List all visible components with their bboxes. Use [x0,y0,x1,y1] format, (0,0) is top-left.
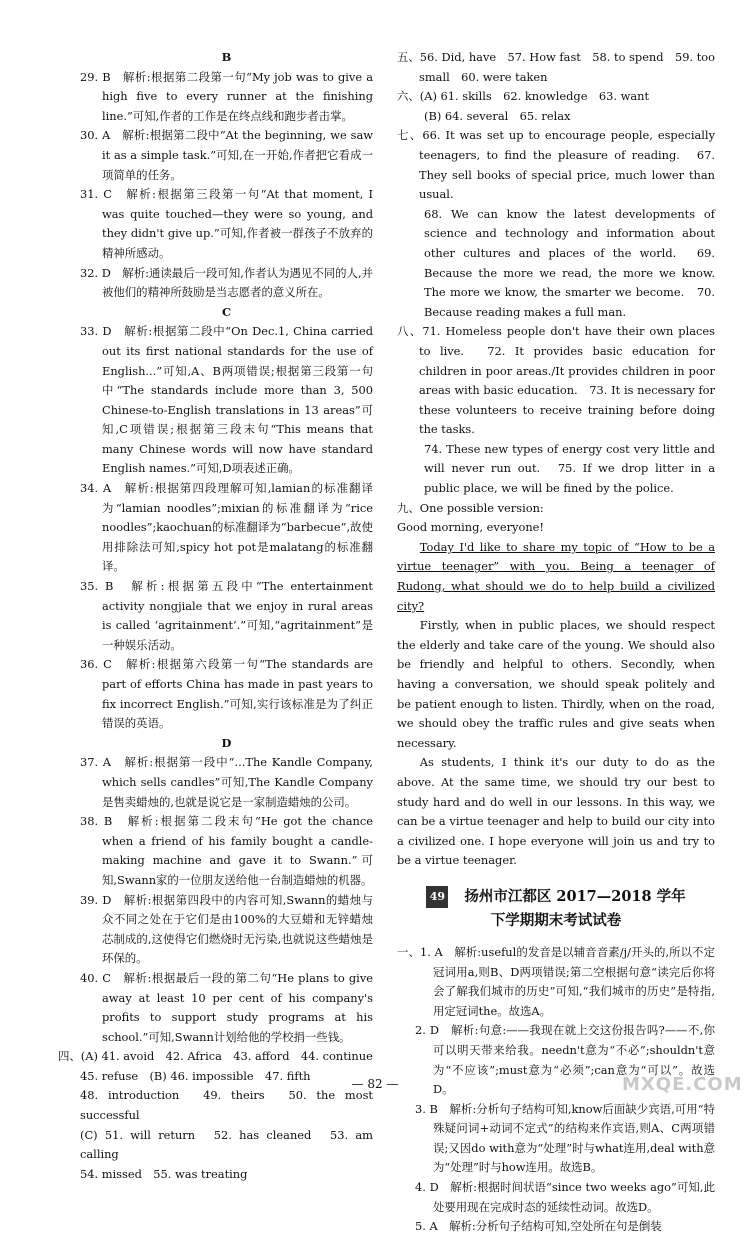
section-4-line-5: 54. missed 55. was treating [80,1166,248,1181]
section-4-line-2: 45. refuse (B) 46. impossible 47. fifth [80,1068,311,1083]
answer-35: 35. B 解析:根据第五段中“The entertainment activity nongjiale that we enjoy in rural areas is called ‘agritainment’.”可知,“agritainment”是一种娱乐活动。 [80,579,373,652]
section-heading-d: D [221,735,232,750]
paper-number-badge: 49 [426,886,448,908]
essay-paragraph-3: As students, I think it's our duty to do as the above. At the same time, we should try our best to study hard and do well in our lessons. In this way, we can be a virtue teenager and help to build our city into a civilized one. I hope everyone will join us and try to be a virtue teenager. [397,755,715,868]
section-6-b: (B) 64. several 65. relax [424,108,571,123]
answer-3: 3. B 解析:分析句子结构可知,know后面缺少宾语,可用“特殊疑问词+动词不定式”的结构来作宾语,则A、C两项错误;又因do with意为“处理”时与what连用,deal with意为“处理”时与how连用。故选B。 [415,1101,715,1175]
right-column [397,48,715,1237]
answer-4: 4. D 解析:根据时间状语“since two weeks ago”可知,此处要用现在完成时态的延续性动词。故选D。 [415,1180,715,1214]
essay-paragraph-2: Firstly, when in public places, we should respect the elderly and take care of the young. We should also be friendly and helpful to others. Secondly, when having a conversation, we should speak politely and be patient enough to listen. Thirdly, when on the road, we should obey the traffic rules and give seats when necessary. [397,618,715,750]
section-6-a: 六、(A) 61. skills 62. knowledge 63. want [397,89,650,104]
section-heading-c: C [221,304,232,319]
section-4-line-4: (C) 51. will return 52. has cleaned 53. am calling [80,1127,373,1162]
section-8-b: 74. These new types of energy cost very little and will never run out. 75. If we drop litter in a public place, we will be fined by the police. [424,441,715,496]
section-4-line-1: 四、(A) 41. avoid 42. Africa 43. afford 44. continue [58,1049,373,1064]
answer-30: 30. A 解析:根据第二段中“At the beginning, we saw it as a simple task.”可知,在一开始,作者把它看成一项简单的任务。 [80,128,373,182]
answer-36: 36. C 解析:根据第六段第一句“The standards are part of efforts China has made in past years to fix incorrect English.”可知,实行该标准是为了纠正错误的英语。 [80,657,373,731]
answer-2: 2. D 解析:句意:——我现在就上交这份报告吗?——不,你可以明天带来给我。needn't意为“不必”;shouldn't意为“不应该”;must意为“必须”;can意为“可以”。故选D。 [415,1023,715,1097]
section-7-a: 七、66. It was set up to encourage people, especially teenagers, to find the pleasure of reading. 67. They sell books of special price, much lower than usual. [397,128,715,202]
answer-32: 32. D 解析:通读最后一段可知,作者认为遇见不同的人,并被他们的精神所鼓励是当志愿者的意义所在。 [80,265,373,300]
paper-title-line-2: 下学期期末考试试卷 [490,911,622,929]
essay-paragraph-1: Today I'd like to share my topic of “How to be a virtue teenager” with you. Being a teenager of Rudong, what should we do to help build a civilized city? [397,539,715,613]
answer-31: 31. C 解析:根据第三段第一句“At that moment, I was quite touched—they were so young, and they didn't give up.”可知,作者被一群孩子不放弃的精神所感动。 [80,187,373,260]
watermark-logo: MXQE.COM [622,1074,743,1095]
answer-38: 38. B 解析:根据第二段末句“He got the chance when a friend of his family bought a candle-making machine and gave it to Swann.”可知,Swann家的一位朋友送给他一台制造蜡烛的机器。 [80,814,373,887]
paper-title-text: 扬州市江都区 2017—2018 学年 [464,887,686,905]
section-heading-b: B [221,50,232,64]
paper-title-line-1 [397,885,715,909]
left-column [58,48,373,1184]
section-9-heading: 九、One possible version: [397,500,544,515]
answer-39: 39. D 解析:根据第四段中的内容可知,Swann的蜡烛与众不同之处在于它们是由100%的大豆蜡和无锌蜡烛芯制成的,这使得它们燃烧时无污染,也就说这些蜡烛是环保的。 [80,892,373,966]
answer-29: 29. B 解析:根据第二段第一句“My job was to give a high five to every runner at the finishing line.”可知,作者的工作是在终点线和跑步者击掌。 [80,69,373,123]
answer-1: 一、1. A 解析:useful的发音是以辅音音素/j/开头的,所以不定冠词用a,则B、D两项错误;第二空根据句意“读完后你将会了解我们城市的历史”可知,“我们城市的历史”是特指,用定冠词the。故选A。 [397,944,715,1018]
answer-34: 34. A 解析:根据第四段理解可知,lamian的标准翻译为“lamian noodles”;mixian的标准翻译为“rice noodles”;kaochuan的标准翻译为“barbecue”,故使用排除法可知,spicy hot pot是malatang的标准翻译。 [80,481,373,574]
section-7-b: 68. We can know the latest developments of science and technology and information about other cultures and places of the world. 69. Because the more we read, the more we know. The more we know, the smarter we become. 70. Because reading makes a full man. [424,206,715,319]
section-8-a: 八、71. Homeless people don't have their own places to live. 72. It provides basic education for children in poor areas./It provides children in poor areas with basic education. 73. It is necessary for these volunteers to receive training before doing the tasks. [397,324,715,437]
answer-37: 37. A 解析:根据第一段中“...The Kandle Company, which sells candles”可知,The Kandle Company是售卖蜡烛的,也就是说它是一家制造蜡烛的公司。 [80,755,373,809]
essay-greeting: Good morning, everyone! [397,520,544,535]
page-number: — 82 — [351,1077,399,1091]
answer-33: 33. D 解析:根据第二段中“On Dec.1, China carried out its first national standards for the use of English...”可知,A、B两项错误;根据第三段第一句中“The standards include more than 3, 500 Chinese-to-English translations in 13 areas”可知,C项错误;根据第三段末句“This means that many Chinese words will now have standard English names.”可知,D项表述正确。 [80,324,373,476]
answer-40: 40. C 解析:根据最后一段的第二句“He plans to give away at least 10 per cent of his company's profits to support study programs at his school.”可知,Swann计划给他的学校捐一些钱。 [80,970,373,1044]
answer-5: 5. A 解析:分析句子结构可知,空处所在句是倒装 [415,1219,662,1234]
section-4-line-3: 48. introduction 49. theirs 50. the most successful [80,1088,373,1123]
section-5: 五、56. Did, have 57. How fast 58. to spend 59. too small 60. were taken [397,50,715,84]
